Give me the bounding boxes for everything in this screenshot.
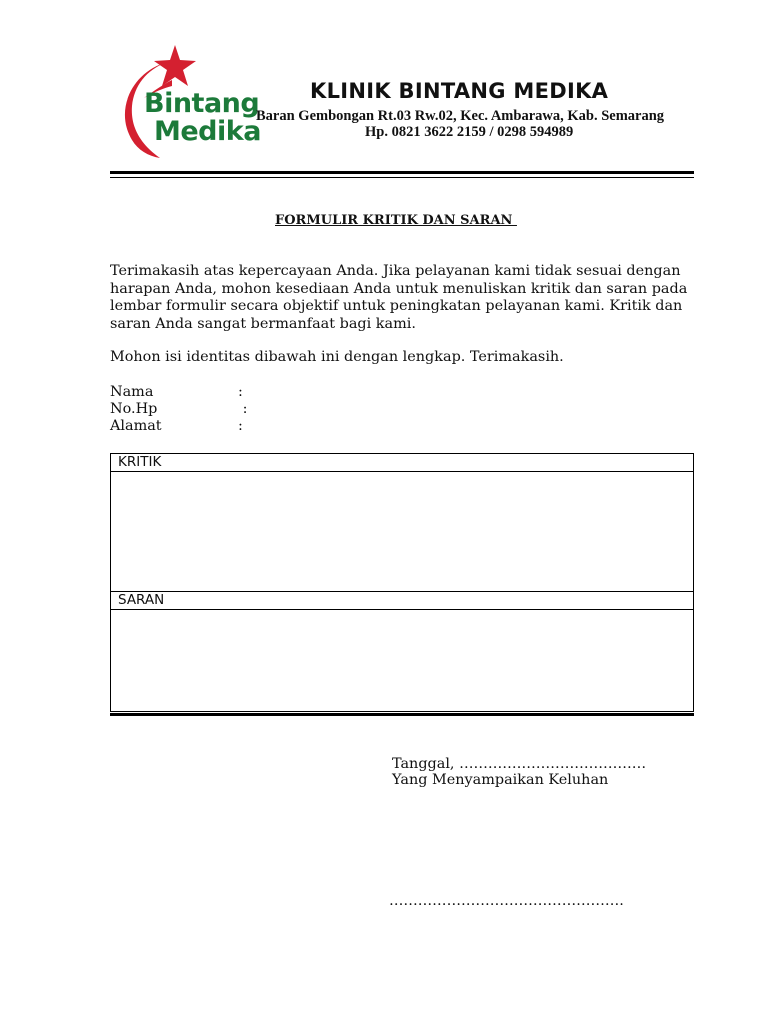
field-label: No.Hp xyxy=(110,401,158,417)
field-separator: : xyxy=(238,384,243,400)
saran-label: SARAN xyxy=(111,591,693,610)
logo-word-medika: Medika xyxy=(154,116,261,147)
clinic-name: KLINIK BINTANG MEDIKA xyxy=(310,79,609,103)
field-separator: : xyxy=(238,401,248,417)
form-title: FORMULIR KRITIK DAN SARAN xyxy=(275,213,517,228)
clinic-phone: Hp. 0821 3622 2159 / 0298 594989 xyxy=(365,124,574,140)
field-nohp[interactable] xyxy=(110,401,247,419)
kritik-label: KRITIK xyxy=(111,454,693,472)
kritik-box[interactable] xyxy=(110,453,694,592)
field-separator: : xyxy=(238,418,243,434)
date-line: Tanggal, ………………………………… xyxy=(392,756,647,772)
field-label: Alamat xyxy=(110,418,162,434)
box-bottom-rule xyxy=(110,713,694,716)
field-label: Nama xyxy=(110,384,154,400)
instruction-paragraph: Mohon isi identitas dibawah ini dengan lengkap. Terimakasih. xyxy=(110,349,564,365)
saran-box[interactable] xyxy=(110,591,694,712)
field-alamat[interactable] xyxy=(110,418,243,436)
header-divider-thin xyxy=(110,177,694,178)
signer-caption: Yang Menyampaikan Keluhan xyxy=(392,772,609,788)
clinic-logo xyxy=(112,40,262,160)
clinic-address: Baran Gembongan Rt.03 Rw.02, Kec. Ambarawa, Kab. Semarang xyxy=(256,108,665,124)
signature-line: …………………………………………. xyxy=(389,893,624,909)
intro-paragraph: Terimakasih atas kepercayaan Anda. Jika pelayanan kami tidak sesuai dengan harapan Anda, mohon kesediaan Anda untuk menuliskan kritik dan saran pada lembar formulir secara objektif untuk peningkatan pelayanan kami. Kritik dan saran Anda sangat bermanfaat bagi kami. xyxy=(110,263,688,332)
field-nama[interactable] xyxy=(110,384,243,402)
header-divider-thick xyxy=(110,171,694,174)
logo-word-bintang: Bintang xyxy=(144,88,260,119)
